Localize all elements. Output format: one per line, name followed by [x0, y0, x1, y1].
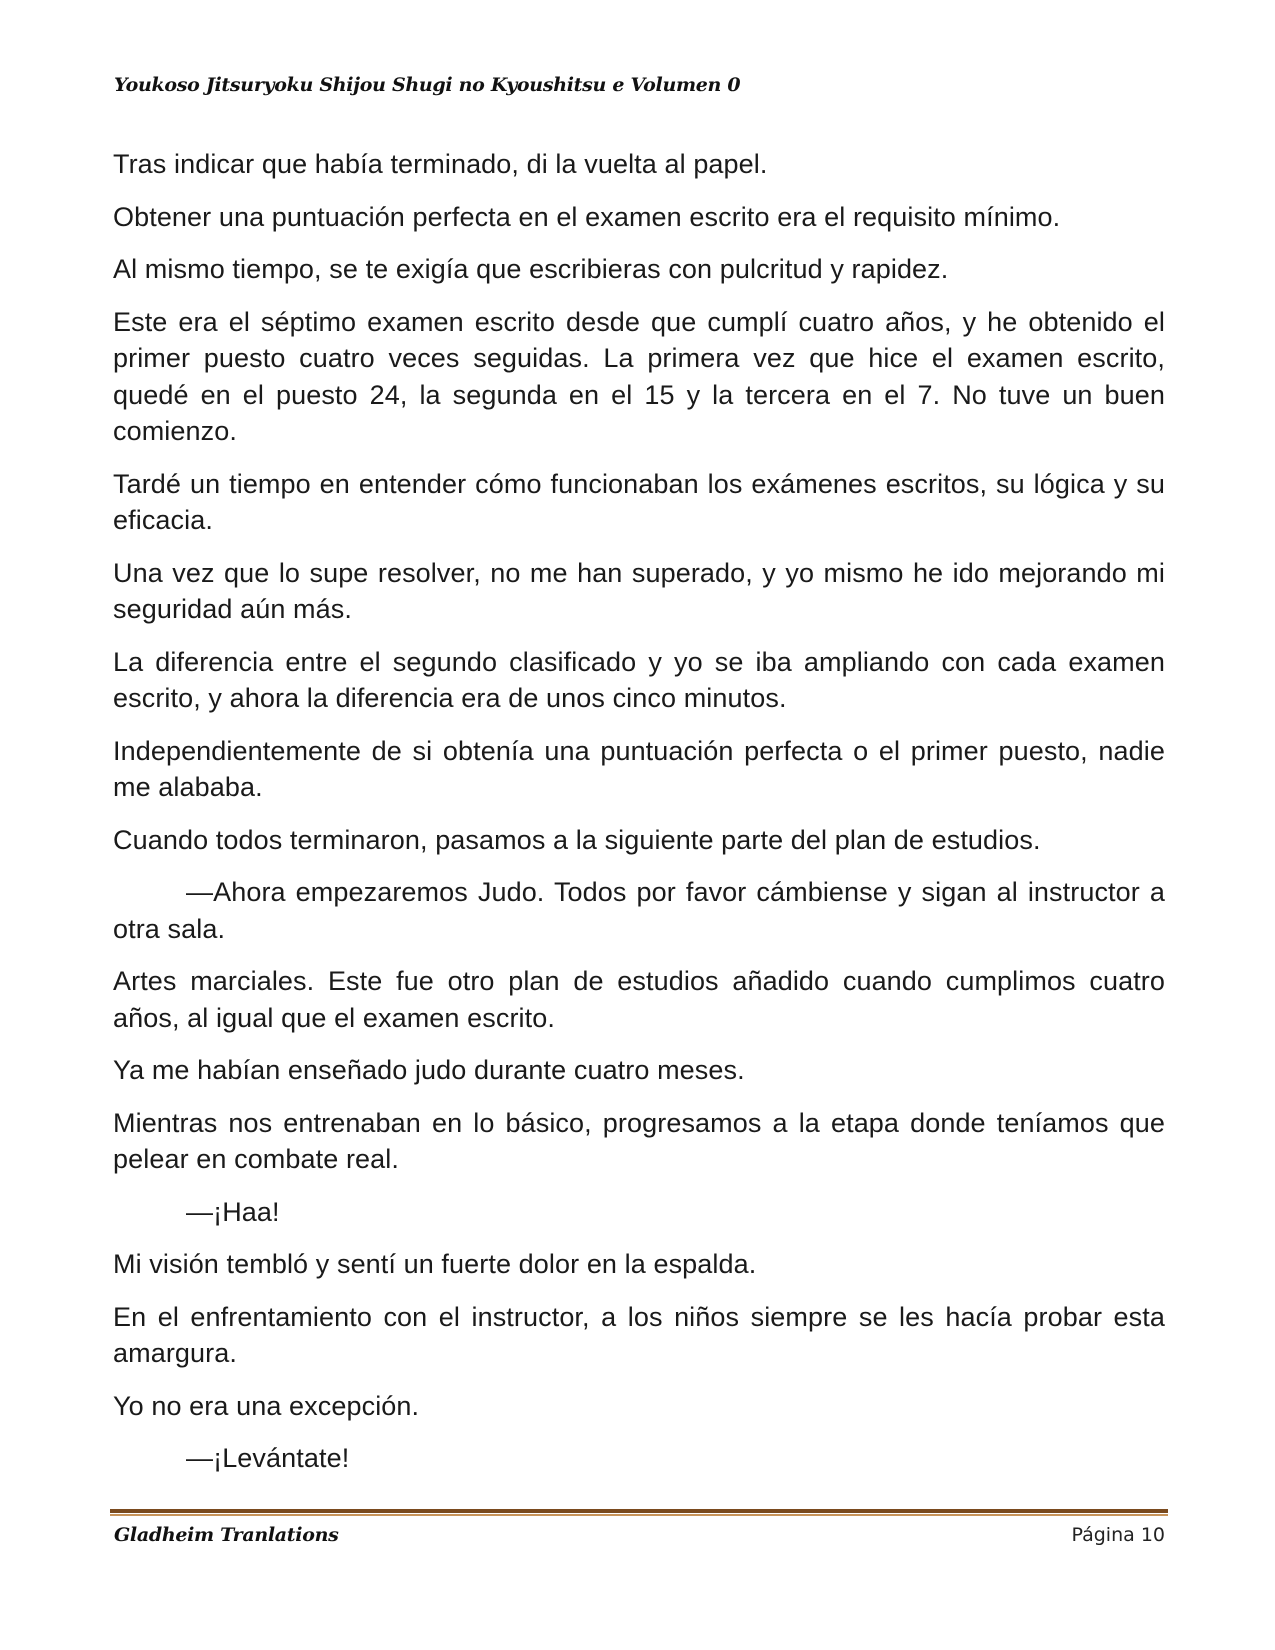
dialogue-paragraph: —¡Levántate!	[186, 1443, 350, 1473]
page-number: 10	[1140, 1524, 1165, 1546]
body-text	[113, 146, 1165, 1493]
paragraph: Yo no era una excepción.	[113, 1390, 420, 1421]
paragraph: En el enfrentamiento con el instructor, a los niños siempre se les hacía probar esta amargura.	[113, 1301, 1165, 1368]
paragraph: La diferencia entre el segundo clasificado y yo se iba ampliando con cada examen escrito, y ahora la diferencia era de unos cinco minutos.	[113, 646, 1165, 713]
page-label: Página	[1071, 1524, 1135, 1546]
paragraph: Ya me habían enseñado judo durante cuatro meses.	[113, 1055, 745, 1085]
paragraph: Obtener una puntuación perfecta en el examen escrito era el requisito mínimo.	[113, 201, 1061, 232]
paragraph: Tras indicar que había terminado, di la vuelta al papel.	[113, 149, 768, 179]
dialogue-paragraph: —¡Haa!	[186, 1196, 280, 1227]
paragraph: Mientras nos entrenaban en lo básico, progresamos a la etapa donde teníamos que pelear en combate real.	[113, 1107, 1165, 1174]
footer-divider-thick	[110, 1509, 1168, 1513]
paragraph: Artes marciales. Este fue otro plan de estudios añadido cuando cumplimos cuatro años, al igual que el examen escrito.	[113, 966, 1165, 1033]
footer-credit: Gladheim Tranlations	[114, 1524, 339, 1546]
paragraph: Independientemente de si obtenía una puntuación perfecta o el primer puesto, nadie me alababa.	[113, 735, 1165, 802]
paragraph: Una vez que lo supe resolver, no me han superado, y yo mismo he ido mejorando mi seguridad aún más.	[113, 557, 1165, 624]
paragraph: Este era el séptimo examen escrito desde que cumplí cuatro años, y he obtenido el primer puesto cuatro veces seguidas. La primera vez que hice el examen escrito, quedé en el puesto 24, la segunda en el 15 y la tercera en el 7. No tuve un buen comienzo.	[113, 306, 1165, 446]
page-header: Youkoso Jitsuryoku Shijou Shugi no Kyoushitsu e Volumen 0	[114, 74, 741, 96]
paragraph: Tardé un tiempo en entender cómo funcionaban los exámenes escritos, su lógica y su eficacia.	[113, 468, 1165, 535]
dialogue-paragraph: —Ahora empezaremos Judo. Todos por favor cámbiense y sigan al instructor a otra sala.	[113, 877, 1165, 944]
paragraph: Cuando todos terminaron, pasamos a la siguiente parte del plan de estudios.	[113, 824, 1041, 855]
footer-divider-thin	[110, 1514, 1168, 1516]
footer-divider	[110, 1509, 1168, 1516]
page-number-label	[1071, 1524, 1165, 1546]
paragraph: Mi visión tembló y sentí un fuerte dolor en la espalda.	[113, 1249, 757, 1279]
paragraph: Al mismo tiempo, se te exigía que escribieras con pulcritud y rapidez.	[113, 254, 949, 284]
